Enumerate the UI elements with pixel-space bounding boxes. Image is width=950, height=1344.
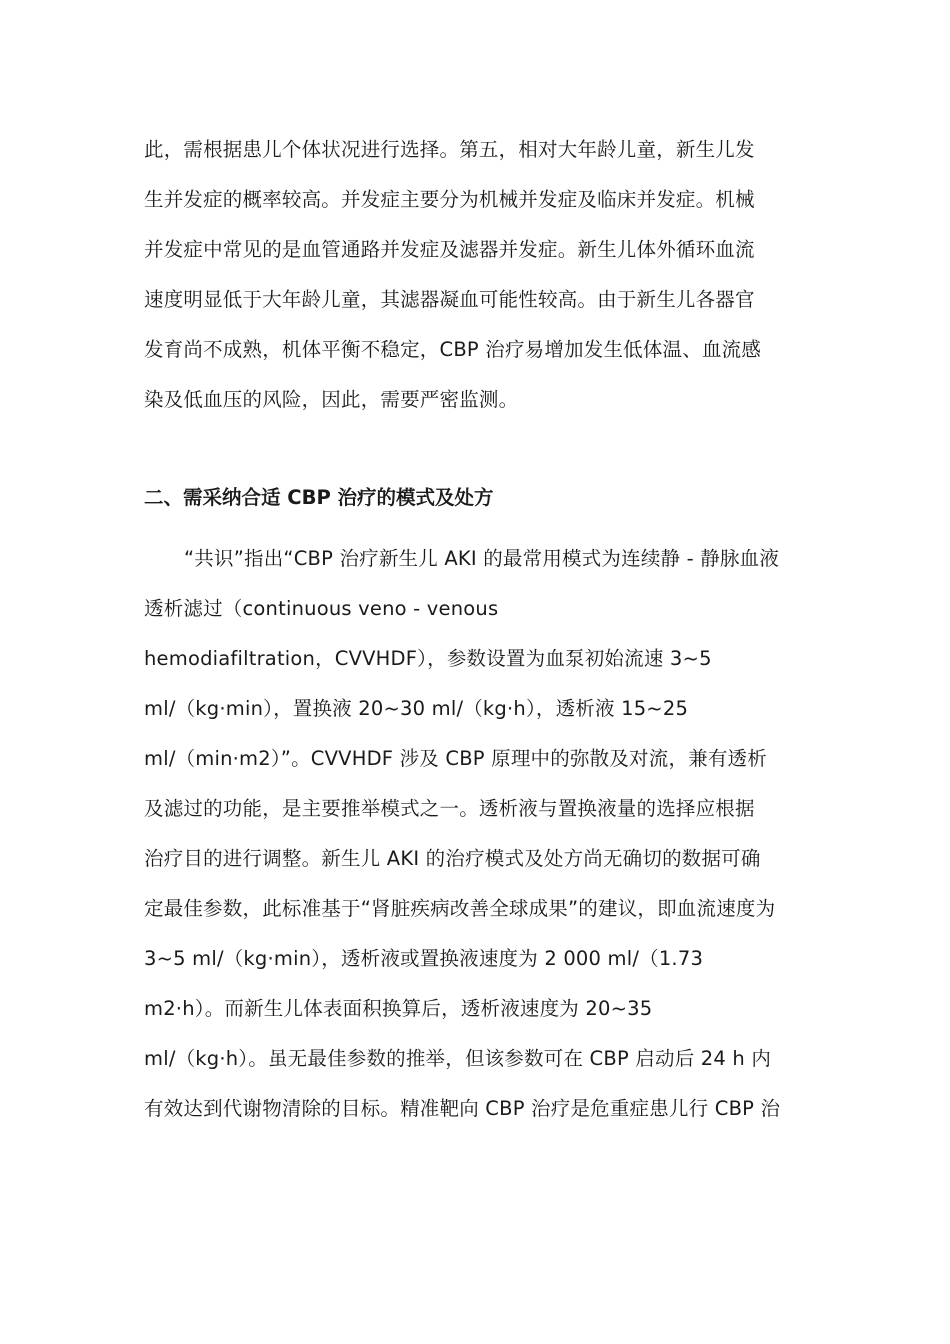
paragraph-line: 此，需根据患儿个体状况进行选择。第五，相对大年龄儿童，新生儿发 [144, 138, 755, 161]
paragraph-line: 生并发症的概率较高。并发症主要分为机械并发症及临床并发症。机械 [144, 188, 755, 211]
paragraph-line: 透析滤过（continuous veno - venous [144, 597, 499, 620]
paragraph-line: 定最佳参数，此标准基于“肾脏疾病改善全球成果”的建议，即血流速度为 [144, 897, 776, 920]
paragraph-line: 发育尚不成熟，机体平衡不稳定，CBP 治疗易增加发生低体温、血流感 [144, 338, 762, 361]
paragraph-line: hemodiafiltration，CVVHDF），参数设置为血泵初始流速 3~5 [144, 647, 712, 670]
paragraph-line: 并发症中常见的是血管通路并发症及滤器并发症。新生儿体外循环血流 [144, 238, 755, 261]
paragraph-line: m2·h）。而新生儿体表面积换算后，透析液速度为 20~35 [144, 997, 653, 1020]
section-heading: 二、需采纳合适 CBP 治疗的模式及处方 [144, 486, 494, 509]
paragraph-line: ml/（kg·h）。虽无最佳参数的推举，但该参数可在 CBP 启动后 24 h 内 [144, 1047, 772, 1070]
paragraph-line: 有效达到代谢物清除的目标。精准靶向 CBP 治疗是危重症患儿行 CBP 治 [144, 1097, 781, 1120]
paragraph-line: ml/（kg·min），置换液 20~30 ml/（kg·h），透析液 15~25 [144, 697, 689, 720]
paragraph-line: ml/（min·m2）”。CVVHDF 涉及 CBP 原理中的弥散及对流，兼有透析 [144, 747, 767, 770]
paragraph-line: “共识”指出“CBP 治疗新生儿 AKI 的最常用模式为连续静 - 静脉血液 [184, 547, 780, 570]
paragraph-2 [144, 534, 814, 1134]
paragraph-line: 速度明显低于大年龄儿童，其滤器凝血可能性较高。由于新生儿各器官 [144, 288, 755, 311]
paragraph-line: 染及低血压的风险，因此，需要严密监测。 [144, 388, 519, 411]
paragraph-line: 治疗目的进行调整。新生儿 AKI 的治疗模式及处方尚无确切的数据可确 [144, 847, 761, 870]
paragraph-1 [144, 125, 814, 425]
paragraph-line: 及滤过的功能，是主要推举模式之一。透析液与置换液量的选择应根据 [144, 797, 755, 820]
paragraph-line: 3~5 ml/（kg·min），透析液或置换液速度为 2 000 ml/（1.73 [144, 947, 704, 970]
